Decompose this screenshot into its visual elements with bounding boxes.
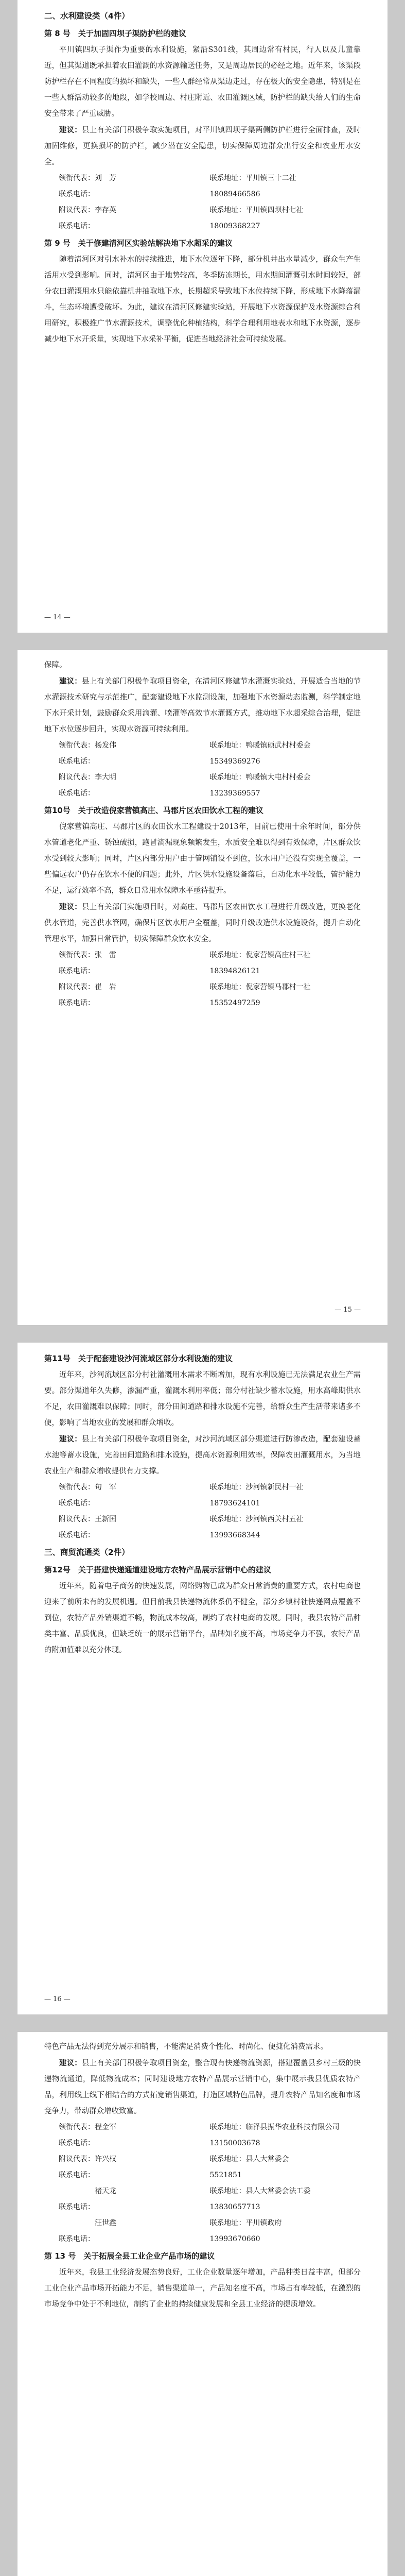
contact-row xyxy=(44,2120,361,2136)
proposal-12-body: 近年来，随着电子商务的快速发展，网络购物已成为群众日常消费的重要方式，农村电商也迎来了前所未有的发展机遇。但目前我县快递物流体系仍不健全，部分乡镇村社快递网点覆盖不到位，农特产品外销渠道不畅，物流成本较高，制约了农村电商的发展。同时，我县农特产品种类丰富、品质优良，但缺乏统一的展示营销平台，品牌知名度不高，市场竞争力不强，农特产品的附加值难以充分体现。 xyxy=(44,1582,361,1654)
section-title-commerce: 三、商贸流通类（2件） xyxy=(44,1548,130,1557)
suggestion-lead: 建议： xyxy=(59,126,82,134)
contact-phone: 15352497259 xyxy=(209,999,260,1007)
contact-address: 联系地址：倪家营镇马郡村一社 xyxy=(209,983,311,991)
contact-address: 联系地址：平川镇政府 xyxy=(209,2219,282,2227)
contact-row xyxy=(44,738,361,754)
suggestion-lead: 建议： xyxy=(59,1435,82,1444)
contact-address: 联系地址：平川镇四坝村七社 xyxy=(209,206,304,214)
suggestion-lead: 建议： xyxy=(59,903,82,911)
lead-delegate: 领衔代表：程金军 xyxy=(59,2123,116,2131)
contact-phone: 13239369557 xyxy=(209,789,260,798)
contact-row xyxy=(44,979,361,995)
proposal-13-body: 近年来，我县工业经济发展态势良好，工业企业数量逐年增加，产品种类日益丰富，但部分工业企业产品市场开拓能力不足，销售渠道单一，产品知名度不高，市场占有率较低，在激烈的市场竞争中处于不利地位，制约了企业的持续健康发展和全县工业经济的提质增效。 xyxy=(44,2268,361,2309)
contact-row xyxy=(44,2136,361,2151)
proposal-8-suggestion xyxy=(44,122,361,171)
contact-row xyxy=(44,2167,361,2183)
contact-row xyxy=(44,995,361,1011)
proposal-12-suggestion xyxy=(44,2055,361,2120)
contact-phone-label: 联系电话： xyxy=(59,190,95,198)
contact-row xyxy=(44,2215,361,2231)
contact-address: 联系地址：倪家营镇高庄村三社 xyxy=(209,951,311,959)
contact-address: 联系地址：县人大常委会 xyxy=(209,2155,289,2163)
contact-phone-label: 联系电话： xyxy=(59,1499,95,1507)
co-delegate: 附议代表：崔 岩 xyxy=(59,983,116,991)
page-number: — 16 — xyxy=(44,1995,71,2003)
contact-phone-label: 联系电话： xyxy=(59,2235,95,2243)
suggestion-text: 县上有关部门实施项目时，对高庄、马郡片区农田饮水工程进行升级改造，更换老化供水管道，完善供水管网，确保片区饮水用户全覆盖，同时升级改造供水设施设备，提升自动化管理水平，加强日常管护，切实保障群众饮水安全。 xyxy=(44,903,361,943)
lead-delegate: 领衔代表：句 军 xyxy=(59,1483,116,1492)
contact-phone: 18394826121 xyxy=(209,967,260,975)
contact-row xyxy=(44,2151,361,2167)
contact-row xyxy=(44,770,361,786)
suggestion-text: 县上有关部门积极争取项目资金，整合现有快递物流资源，搭建覆盖县乡村三级的快递物流通道，降低物流成本；同时建设地方农特产品展示营销中心，集中展示我县优质农特产品，利用线上线下相结合的方式拓宽销售渠道，打造区域特色品牌，提升农特产品知名度和市场竞争力，带动群众增收致富。 xyxy=(44,2059,361,2115)
contact-phone: 5521851 xyxy=(209,2171,242,2179)
document-page-15 xyxy=(17,650,388,1325)
contact-row xyxy=(44,1528,361,1544)
proposal-9-title: 第 9 号 关于修建清河区实验站解决地下水超采的建议 xyxy=(44,239,233,248)
suggestion-lead: 建议： xyxy=(59,677,82,686)
co-delegate: 汪世鑫 xyxy=(59,2219,116,2227)
proposal-12-title: 第12号 关于搭建快递通道建设地方农特产品展示营销中心的建议 xyxy=(44,1565,271,1574)
contact-phone-label: 联系电话： xyxy=(59,789,95,798)
contact-address: 联系地址：沙河镇新民村一社 xyxy=(209,1483,304,1492)
lead-delegate: 领衔代表：张 雷 xyxy=(59,951,116,959)
co-delegate: 褚天龙 xyxy=(59,2187,116,2195)
section-title-water-conservancy: 二、水利建设类（4件） xyxy=(44,11,130,21)
proposal-12-body-continued: 特色产品无法得到充分展示和销售，不能满足消费个性化、时尚化、便捷化消费需求。 xyxy=(44,2043,328,2051)
contact-row xyxy=(44,1512,361,1528)
document-page-16 xyxy=(17,1343,388,2014)
proposal-10-title: 第10号 关于改造倪家营镇高庄、马郡片区农田饮水工程的建议 xyxy=(44,806,263,815)
suggestion-text: 县上有关部门积极争取项目资金，对沙河流域区部分渠道进行防渗改造，配套建设蓄水池等蓄水设施，完善田间道路和排水设施，提高水资源利用效率，保障农田灌溉用水，为当地农业生产和群众增收提供有力支撑。 xyxy=(44,1435,361,1476)
contact-row xyxy=(44,2183,361,2199)
proposal-8-title: 第 8 号 关于加固四坝子渠防护栏的建议 xyxy=(44,29,186,38)
contact-row xyxy=(44,202,361,218)
contact-address: 联系地址：鸭暖镇硕武村村委会 xyxy=(209,741,311,750)
contact-phone-label: 联系电话： xyxy=(59,2139,95,2147)
contact-address: 联系地址：平川镇三十二社 xyxy=(209,174,296,182)
contact-row xyxy=(44,2199,361,2215)
suggestion-text: 县上有关部门积极争取项目资金，在清河区修建节水灌溉实验站，开展适合当地的节水灌溉技术研究与示范推广，配套建设地下水监测设施，加强地下水资源动态监测，科学制定地下水开采计划，鼓励群众采用滴灌、喷灌等高效节水灌溉方式，推动地下水超采综合治理，促进地下水位逐步回升，实现水资源可持续利用。 xyxy=(44,677,361,734)
contact-phone-label: 联系电话： xyxy=(59,2171,95,2179)
proposal-10-suggestion xyxy=(44,899,361,947)
contact-phone: 13830657713 xyxy=(209,2203,260,2211)
contact-row xyxy=(44,963,361,979)
contact-row xyxy=(44,786,361,802)
contact-phone-label: 联系电话： xyxy=(59,967,95,975)
contact-phone: 18793624101 xyxy=(209,1499,260,1507)
suggestion-lead: 建议： xyxy=(59,2059,82,2067)
proposal-10-body: 倪家营镇高庄、马郡片区的农田饮水工程建设于2013年，目前已使用十余年时间，部分供水管道老化严重、锈蚀破损，跑冒滴漏现象频繁发生，水质安全难以得到有效保障，片区群众饮水受到较大影响；同时，片区内部分用户由于管网铺设不到位，饮水用户还没有实现全覆盖，一些偏远农户仍存在饮水不便的问题；此外，片区供水设施设备落后，自动化水平较低，管护能力不足，运行效率不高，群众日常用水保障水平亟待提升。 xyxy=(44,823,361,895)
contact-address: 联系地址：沙河镇西关村五社 xyxy=(209,1515,304,1523)
contact-address: 联系地址：临泽县振华农业科技有限公司 xyxy=(209,2123,340,2131)
co-delegate: 附议代表：王新国 xyxy=(59,1515,116,1523)
contact-row xyxy=(44,1496,361,1512)
contact-phone: 13993668344 xyxy=(209,1531,260,1539)
page-number: — 14 — xyxy=(44,614,71,621)
contact-row xyxy=(44,2231,361,2247)
contact-address: 联系地址：县人大常委会法工委 xyxy=(209,2187,311,2195)
contact-row xyxy=(44,187,361,202)
contact-phone-label: 联系电话： xyxy=(59,222,95,230)
suggestion-text: 县上有关部门积极争取实施项目，对平川镇四坝子渠两侧防护栏进行全面排查，及时加固维修，更换损坏的防护栏，减少潜在安全隐患，切实保障周边群众出行安全和农业用水安全。 xyxy=(44,126,361,166)
proposal-11-title: 第11号 关于配套建设沙河流域区部分水利设施的建议 xyxy=(44,1354,233,1363)
contact-phone-label: 联系电话： xyxy=(59,2203,95,2211)
contact-phone-label: 联系电话： xyxy=(59,1531,95,1539)
contact-phone: 13150003678 xyxy=(209,2139,260,2147)
contact-phone-label: 联系电话： xyxy=(59,757,95,766)
proposal-11-suggestion xyxy=(44,1431,361,1480)
contact-row xyxy=(44,218,361,234)
contact-row xyxy=(44,171,361,187)
proposal-8-body: 平川镇四坝子渠作为重要的水利设施，紧沿S301线，其周边常有村民，行人以及儿童靠近，但其渠道既承担着农田灌溉的水资源输送任务，又是周边居民的必经之地。近年来，该渠段防护栏存在不同程度的损坏和缺失，一些人群经常从渠边走过，存在极大的安全隐患，特别是在一些人群活动较多的地段，如学校周边、村庄附近、农田灌溉区域，防护栏的缺失给人们的生命安全带来了严重威胁。 xyxy=(44,46,361,118)
proposal-9-suggestion xyxy=(44,673,361,738)
proposal-13-title: 第 13 号 关于拓展全县工业企业产品市场的建议 xyxy=(44,2251,215,2261)
contact-phone: 13993670660 xyxy=(209,2235,260,2243)
proposal-11-body: 近年来，沙河流域区部分村社灌溉用水需求不断增加，现有水利设施已无法满足农业生产需要。部分渠道年久失修，渗漏严重，灌溉水利用率低；部分村社缺少蓄水设施，用水高峰期供水不足，农田灌溉难以保障；同时，部分田间道路和排水设施不完善，给群众生产生活带来诸多不便，影响了当地农业的发展和群众增收。 xyxy=(44,1371,361,1427)
contact-phone-label: 联系电话： xyxy=(59,999,95,1007)
proposal-9-body: 随着清河区对引水补水的持续推进，地下水位逐年下降，部分机井出水量减少，群众生产生活用水受到影响。同时，清河区由于地势较高，冬季防冻期长，用水期间灌溉引水时间较短，部分农田灌溉用水只能依靠机井抽取地下水，长期超采导致地下水位持续下降，形成地下水降落漏斗，生态环境遭受破坏。为此，建议在清河区修建实验站，开展地下水资源保护及水资源综合利用研究，积极推广节水灌溉技术，调整优化种植结构，科学合理利用地表水和地下水资源，逐步减少地下水开采量，实现地下水采补平衡，促进当地经济社会可持续发展。 xyxy=(44,256,361,344)
co-delegate: 附议代表：李大明 xyxy=(59,773,116,782)
contact-phone: 18089466586 xyxy=(209,190,260,198)
lead-delegate: 领衔代表：刘 芳 xyxy=(59,174,116,182)
document-page-14 xyxy=(17,0,388,633)
document-page-17 xyxy=(17,2032,388,2576)
co-delegate: 附议代表：许兴权 xyxy=(59,2155,116,2163)
contact-phone: 18009368227 xyxy=(209,222,260,230)
contact-row xyxy=(44,754,361,770)
contact-row xyxy=(44,1480,361,1496)
lead-delegate: 领衔代表：杨发伟 xyxy=(59,741,116,750)
page-number: — 15 — xyxy=(334,1306,361,1314)
proposal-9-body-continued: 保障。 xyxy=(44,661,67,669)
contact-phone: 15349369276 xyxy=(209,757,260,766)
co-delegate: 附议代表：李存英 xyxy=(59,206,116,214)
contact-row xyxy=(44,947,361,963)
contact-address: 联系地址：鸭暖镇大屯村村委会 xyxy=(209,773,311,782)
